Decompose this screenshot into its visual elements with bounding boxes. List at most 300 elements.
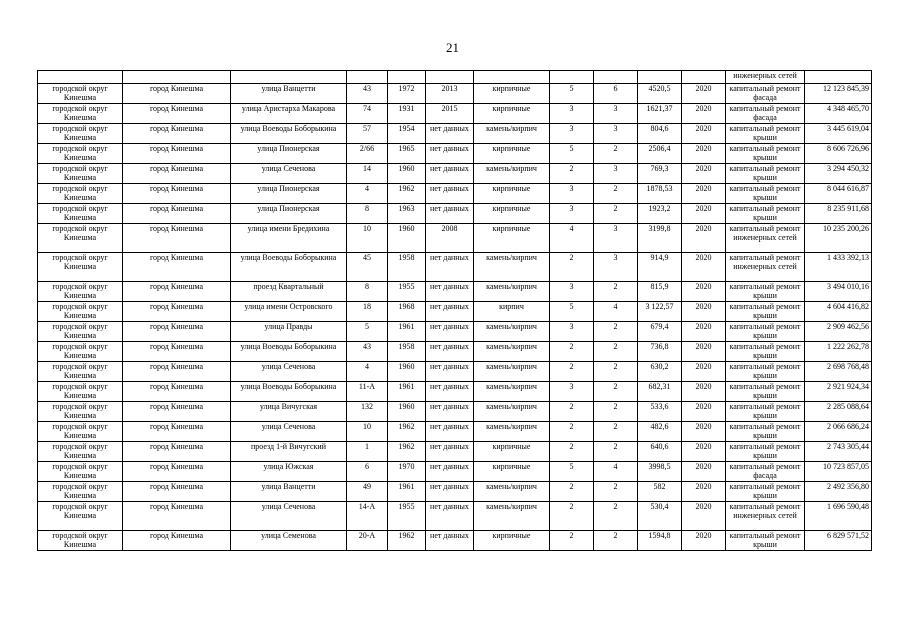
year-built-cell: 1962 (388, 531, 426, 551)
wall-material-cell: камень/кирпич (474, 322, 550, 342)
table-row (38, 144, 872, 164)
year-built-cell: 1961 (388, 382, 426, 402)
street-cell: улица Правды (231, 322, 347, 342)
plan-year-cell: 2020 (682, 224, 726, 253)
work-type-cell: капитальный ремонт крыши (726, 302, 805, 322)
table-row (38, 362, 872, 382)
municipality-cell: городской округ Кинешма (38, 502, 123, 531)
renovation-year-cell: нет данных (426, 382, 474, 402)
year-built-cell: 1958 (388, 253, 426, 282)
renovation-year-cell: 2008 (426, 224, 474, 253)
street-cell: улица Воеводы Боборыкина (231, 124, 347, 144)
wall-material-cell: камень/кирпич (474, 164, 550, 184)
area-cell: 630,2 (638, 362, 682, 382)
house-number-cell: 20-А (347, 531, 388, 551)
city-cell: город Кинешма (123, 124, 231, 144)
cost-cell: 8 044 616,87 (805, 184, 872, 204)
cost-cell: 3 294 450,32 (805, 164, 872, 184)
wall-material-cell: камень/кирпич (474, 482, 550, 502)
table-row (38, 382, 872, 402)
floors-cell: 3 (550, 382, 594, 402)
wall-material-cell: камень/кирпич (474, 502, 550, 531)
area-cell: 3 122,57 (638, 302, 682, 322)
city-cell: город Кинешма (123, 442, 231, 462)
city-cell: город Кинешма (123, 104, 231, 124)
city-cell: город Кинешма (123, 502, 231, 531)
cost-cell: 3 494 010,16 (805, 282, 872, 302)
renovation-year-cell: нет данных (426, 462, 474, 482)
area-cell: 769,3 (638, 164, 682, 184)
table-row (38, 124, 872, 144)
house-number-cell: 10 (347, 422, 388, 442)
area-cell: 1594,8 (638, 531, 682, 551)
plan-year-cell: 2020 (682, 302, 726, 322)
city-cell: город Кинешма (123, 302, 231, 322)
floors-cell: 2 (550, 482, 594, 502)
street-cell: улица Аристарха Макарова (231, 104, 347, 124)
wall-material-cell: камень/кирпич (474, 282, 550, 302)
renovation-year-cell: нет данных (426, 144, 474, 164)
area-cell: 640,6 (638, 442, 682, 462)
municipality-cell: городской округ Кинешма (38, 184, 123, 204)
entrances-cell: 3 (594, 253, 638, 282)
cost-cell: 1 222 262,78 (805, 342, 872, 362)
entrances-cell: 2 (594, 362, 638, 382)
cost-cell: 2 921 924,34 (805, 382, 872, 402)
house-number-cell: 4 (347, 362, 388, 382)
year-built-cell: 1960 (388, 402, 426, 422)
work-type-cell: капитальный ремонт крыши (726, 184, 805, 204)
renovation-year-cell: нет данных (426, 124, 474, 144)
area-cell: 2506,4 (638, 144, 682, 164)
house-number-cell: 2/66 (347, 144, 388, 164)
wall-material-cell: камень/кирпич (474, 402, 550, 422)
wall-material-cell: кирпичные (474, 84, 550, 104)
entrances-cell: 2 (594, 482, 638, 502)
cost-cell: 4 604 416,82 (805, 302, 872, 322)
floors-cell: 2 (550, 531, 594, 551)
wall-material-cell: кирпичные (474, 184, 550, 204)
work-cell: инженерных сетей (726, 71, 805, 84)
city-cell: город Кинешма (123, 282, 231, 302)
plan-year-cell: 2020 (682, 84, 726, 104)
work-type-cell: капитальный ремонт крыши (726, 322, 805, 342)
plan-year-cell: 2020 (682, 204, 726, 224)
city-cell: город Кинешма (123, 144, 231, 164)
renovation-year-cell: 2015 (426, 104, 474, 124)
table-row (38, 104, 872, 124)
street-cell: улица Сеченова (231, 164, 347, 184)
cost-cell: 4 348 465,70 (805, 104, 872, 124)
entrances-cell: 4 (594, 462, 638, 482)
work-type-cell: капитальный ремонт инженерных сетей (726, 253, 805, 282)
year-built-cell: 1968 (388, 302, 426, 322)
work-type-cell: капитальный ремонт фасада (726, 104, 805, 124)
plan-year-cell: 2020 (682, 502, 726, 531)
municipality-cell: городской округ Кинешма (38, 224, 123, 253)
area-cell: 1923,2 (638, 204, 682, 224)
municipality-cell: городской округ Кинешма (38, 322, 123, 342)
municipality-cell: городской округ Кинешма (38, 442, 123, 462)
renovation-year-cell: нет данных (426, 282, 474, 302)
work-type-cell: капитальный ремонт крыши (726, 482, 805, 502)
street-cell: улица имени Бредихина (231, 224, 347, 253)
plan-year-cell: 2020 (682, 422, 726, 442)
city-cell: город Кинешма (123, 462, 231, 482)
street-cell: улица имени Островского (231, 302, 347, 322)
municipality-cell: городской округ Кинешма (38, 104, 123, 124)
renovation-year-cell: нет данных (426, 164, 474, 184)
renovation-year-cell: нет данных (426, 422, 474, 442)
house-number-cell: 6 (347, 462, 388, 482)
table-row (38, 402, 872, 422)
cost-cell: 2 285 088,64 (805, 402, 872, 422)
house-number-cell: 10 (347, 224, 388, 253)
entrances-cell: 2 (594, 402, 638, 422)
year-built-cell: 1965 (388, 144, 426, 164)
municipality-cell: городской округ Кинешма (38, 282, 123, 302)
city-cell: город Кинешма (123, 184, 231, 204)
cost-cell: 3 445 619,04 (805, 124, 872, 144)
floors-cell: 2 (550, 422, 594, 442)
street-cell: улица Ванцетти (231, 482, 347, 502)
plan-year-cell: 2020 (682, 482, 726, 502)
cost-cell: 1 433 392,13 (805, 253, 872, 282)
area-cell: 804,6 (638, 124, 682, 144)
table-row (38, 422, 872, 442)
renovation-year-cell: нет данных (426, 342, 474, 362)
floors-cell: 5 (550, 462, 594, 482)
municipality-cell: городской округ Кинешма (38, 342, 123, 362)
wall-material-cell: камень/кирпич (474, 124, 550, 144)
entrances-cell: 6 (594, 84, 638, 104)
street-cell: улица Сеченова (231, 362, 347, 382)
municipality-cell: городской округ Кинешма (38, 84, 123, 104)
cost-cell: 10 723 857,05 (805, 462, 872, 482)
floors-cell: 3 (550, 204, 594, 224)
cost-cell: 12 123 845,39 (805, 84, 872, 104)
area-cell: 533,6 (638, 402, 682, 422)
wall-material-cell: камень/кирпич (474, 382, 550, 402)
renovation-year-cell: нет данных (426, 402, 474, 422)
renovation-year-cell: нет данных (426, 362, 474, 382)
wall-material-cell: кирпичные (474, 104, 550, 124)
table-row (38, 253, 872, 282)
wall-material-cell: кирпич (474, 302, 550, 322)
entrances-cell: 2 (594, 442, 638, 462)
entrances-cell: 2 (594, 184, 638, 204)
renovation-year-cell: нет данных (426, 442, 474, 462)
street-cell: улица Семенова (231, 531, 347, 551)
year-built-cell: 1962 (388, 184, 426, 204)
work-type-cell: капитальный ремонт крыши (726, 204, 805, 224)
city-cell: город Кинешма (123, 84, 231, 104)
plan-year-cell: 2020 (682, 144, 726, 164)
cost-cell: 8 606 726,96 (805, 144, 872, 164)
municipality-cell: городской округ Кинешма (38, 402, 123, 422)
municipality-cell: городской округ Кинешма (38, 204, 123, 224)
table-row (38, 282, 872, 302)
area-cell: 482,6 (638, 422, 682, 442)
municipality-cell: городской округ Кинешма (38, 482, 123, 502)
cost-cell: 8 235 911,68 (805, 204, 872, 224)
floors-cell: 3 (550, 282, 594, 302)
entrances-cell: 2 (594, 204, 638, 224)
cost-cell: 10 235 200,26 (805, 224, 872, 253)
area-cell: 3199,8 (638, 224, 682, 253)
city-cell: город Кинешма (123, 342, 231, 362)
plan-year-cell: 2020 (682, 164, 726, 184)
floors-cell: 3 (550, 184, 594, 204)
table-row (38, 502, 872, 531)
work-type-cell: капитальный ремонт крыши (726, 282, 805, 302)
year-built-cell: 1954 (388, 124, 426, 144)
plan-year-cell: 2020 (682, 342, 726, 362)
plan-year-cell: 2020 (682, 402, 726, 422)
entrances-cell: 3 (594, 224, 638, 253)
renovation-year-cell: нет данных (426, 531, 474, 551)
floors-cell: 3 (550, 124, 594, 144)
entrances-cell: 2 (594, 531, 638, 551)
floors-cell: 2 (550, 502, 594, 531)
floors-cell: 3 (550, 104, 594, 124)
floors-cell: 5 (550, 84, 594, 104)
table-row (38, 531, 872, 551)
work-type-cell: капитальный ремонт крыши (726, 442, 805, 462)
area-cell: 682,31 (638, 382, 682, 402)
house-number-cell: 8 (347, 204, 388, 224)
plan-year-cell: 2020 (682, 253, 726, 282)
street-cell: проезд Квартальный (231, 282, 347, 302)
entrances-cell: 2 (594, 342, 638, 362)
area-cell: 582 (638, 482, 682, 502)
area-cell: 815,9 (638, 282, 682, 302)
year-built-cell: 1931 (388, 104, 426, 124)
cost-cell: 6 829 571,52 (805, 531, 872, 551)
street-cell: улица Сеченова (231, 502, 347, 531)
house-number-cell: 43 (347, 342, 388, 362)
table-row (38, 302, 872, 322)
wall-material-cell: кирпичные (474, 462, 550, 482)
wall-material-cell: кирпичные (474, 442, 550, 462)
entrances-cell: 2 (594, 502, 638, 531)
floors-cell: 2 (550, 253, 594, 282)
year-built-cell: 1962 (388, 422, 426, 442)
floors-cell: 2 (550, 362, 594, 382)
work-type-cell: капитальный ремонт крыши (726, 164, 805, 184)
cost-cell: 2 698 768,48 (805, 362, 872, 382)
entrances-cell: 3 (594, 104, 638, 124)
work-type-cell: капитальный ремонт крыши (726, 422, 805, 442)
year-built-cell: 1963 (388, 204, 426, 224)
work-type-cell: капитальный ремонт крыши (726, 144, 805, 164)
area-cell: 4520,5 (638, 84, 682, 104)
municipality-cell: городской округ Кинешма (38, 422, 123, 442)
table-row (38, 224, 872, 253)
street-cell: улица Вичугская (231, 402, 347, 422)
city-cell: город Кинешма (123, 422, 231, 442)
municipality-cell: городской округ Кинешма (38, 253, 123, 282)
wall-material-cell: кирпичные (474, 531, 550, 551)
municipality-cell: городской округ Кинешма (38, 462, 123, 482)
renovation-year-cell: нет данных (426, 322, 474, 342)
year-built-cell: 1960 (388, 164, 426, 184)
floors-cell: 2 (550, 164, 594, 184)
table-row (38, 442, 872, 462)
municipality-cell: городской округ Кинешма (38, 124, 123, 144)
city-cell: город Кинешма (123, 482, 231, 502)
year-built-cell: 1960 (388, 362, 426, 382)
year-built-cell: 1960 (388, 224, 426, 253)
street-cell: улица Ванцетти (231, 84, 347, 104)
table-row (38, 84, 872, 104)
work-type-cell: капитальный ремонт крыши (726, 124, 805, 144)
floors-cell: 4 (550, 224, 594, 253)
work-type-cell: капитальный ремонт фасада (726, 84, 805, 104)
street-cell: улица Пионерская (231, 144, 347, 164)
year-built-cell: 1958 (388, 342, 426, 362)
continued-row (38, 71, 872, 84)
year-built-cell: 1961 (388, 322, 426, 342)
house-number-cell: 18 (347, 302, 388, 322)
work-type-cell: капитальный ремонт крыши (726, 342, 805, 362)
street-cell: улица Воеводы Боборыкина (231, 342, 347, 362)
area-cell: 1878,53 (638, 184, 682, 204)
table-row (38, 184, 872, 204)
plan-year-cell: 2020 (682, 322, 726, 342)
plan-year-cell: 2020 (682, 462, 726, 482)
table-row (38, 322, 872, 342)
street-cell: улица Пионерская (231, 184, 347, 204)
entrances-cell: 3 (594, 164, 638, 184)
table-row (38, 342, 872, 362)
house-number-cell: 45 (347, 253, 388, 282)
year-built-cell: 1970 (388, 462, 426, 482)
wall-material-cell: кирпичные (474, 204, 550, 224)
entrances-cell: 2 (594, 322, 638, 342)
year-built-cell: 1961 (388, 482, 426, 502)
floors-cell: 2 (550, 442, 594, 462)
plan-year-cell: 2020 (682, 362, 726, 382)
city-cell: город Кинешма (123, 322, 231, 342)
work-type-cell: капитальный ремонт крыши (726, 402, 805, 422)
page-number: 21 (446, 40, 459, 55)
wall-material-cell: кирпичные (474, 144, 550, 164)
plan-year-cell: 2020 (682, 282, 726, 302)
plan-year-cell: 2020 (682, 442, 726, 462)
work-type-cell: капитальный ремонт крыши (726, 382, 805, 402)
renovation-year-cell: нет данных (426, 253, 474, 282)
street-cell: улица Южская (231, 462, 347, 482)
plan-year-cell: 2020 (682, 382, 726, 402)
municipality-cell: городской округ Кинешма (38, 362, 123, 382)
street-cell: улица Пионерская (231, 204, 347, 224)
renovation-year-cell: нет данных (426, 184, 474, 204)
table-row (38, 462, 872, 482)
wall-material-cell: кирпичные (474, 224, 550, 253)
year-built-cell: 1962 (388, 442, 426, 462)
entrances-cell: 2 (594, 422, 638, 442)
plan-year-cell: 2020 (682, 104, 726, 124)
city-cell: город Кинешма (123, 164, 231, 184)
floors-cell: 5 (550, 302, 594, 322)
plan-year-cell: 2020 (682, 124, 726, 144)
house-number-cell: 14-А (347, 502, 388, 531)
entrances-cell: 4 (594, 302, 638, 322)
area-cell: 1621,37 (638, 104, 682, 124)
renovation-year-cell: нет данных (426, 482, 474, 502)
table-row (38, 482, 872, 502)
table-row (38, 164, 872, 184)
work-type-cell: капитальный ремонт крыши (726, 362, 805, 382)
house-number-cell: 43 (347, 84, 388, 104)
renovation-year-cell: нет данных (426, 204, 474, 224)
street-cell: улица Сеченова (231, 422, 347, 442)
cost-cell: 2 066 686,24 (805, 422, 872, 442)
house-number-cell: 14 (347, 164, 388, 184)
floors-cell: 2 (550, 402, 594, 422)
municipality-cell: городской округ Кинешма (38, 144, 123, 164)
area-cell: 3998,5 (638, 462, 682, 482)
year-built-cell: 1955 (388, 282, 426, 302)
floors-cell: 5 (550, 144, 594, 164)
house-number-cell: 8 (347, 282, 388, 302)
entrances-cell: 2 (594, 144, 638, 164)
house-number-cell: 4 (347, 184, 388, 204)
entrances-cell: 2 (594, 382, 638, 402)
area-cell: 530,4 (638, 502, 682, 531)
wall-material-cell: камень/кирпич (474, 362, 550, 382)
work-type-cell: капитальный ремонт инженерных сетей (726, 502, 805, 531)
house-number-cell: 5 (347, 322, 388, 342)
plan-year-cell: 2020 (682, 184, 726, 204)
table-row (38, 204, 872, 224)
house-number-cell: 1 (347, 442, 388, 462)
house-number-cell: 57 (347, 124, 388, 144)
entrances-cell: 3 (594, 124, 638, 144)
street-cell: улица Воеводы Боборыкина (231, 382, 347, 402)
area-cell: 914,9 (638, 253, 682, 282)
municipality-cell: городской округ Кинешма (38, 382, 123, 402)
house-number-cell: 49 (347, 482, 388, 502)
floors-cell: 2 (550, 342, 594, 362)
entrances-cell: 2 (594, 282, 638, 302)
plan-year-cell: 2020 (682, 531, 726, 551)
housing-repair-table (37, 70, 872, 551)
year-built-cell: 1972 (388, 84, 426, 104)
municipality-cell: городской округ Кинешма (38, 531, 123, 551)
city-cell: город Кинешма (123, 382, 231, 402)
work-type-cell: капитальный ремонт крыши (726, 531, 805, 551)
renovation-year-cell: нет данных (426, 302, 474, 322)
area-cell: 736,8 (638, 342, 682, 362)
wall-material-cell: камень/кирпич (474, 422, 550, 442)
cost-cell: 2 743 305,44 (805, 442, 872, 462)
floors-cell: 3 (550, 322, 594, 342)
work-type-cell: капитальный ремонт фасада (726, 462, 805, 482)
city-cell: город Кинешма (123, 402, 231, 422)
renovation-year-cell: нет данных (426, 502, 474, 531)
municipality-cell: городской округ Кинешма (38, 302, 123, 322)
city-cell: город Кинешма (123, 224, 231, 253)
city-cell: город Кинешма (123, 253, 231, 282)
house-number-cell: 11-А (347, 382, 388, 402)
year-built-cell: 1955 (388, 502, 426, 531)
cost-cell: 2 492 356,80 (805, 482, 872, 502)
house-number-cell: 74 (347, 104, 388, 124)
street-cell: улица Воеводы Боборыкина (231, 253, 347, 282)
street-cell: проезд 1-й Вичугский (231, 442, 347, 462)
